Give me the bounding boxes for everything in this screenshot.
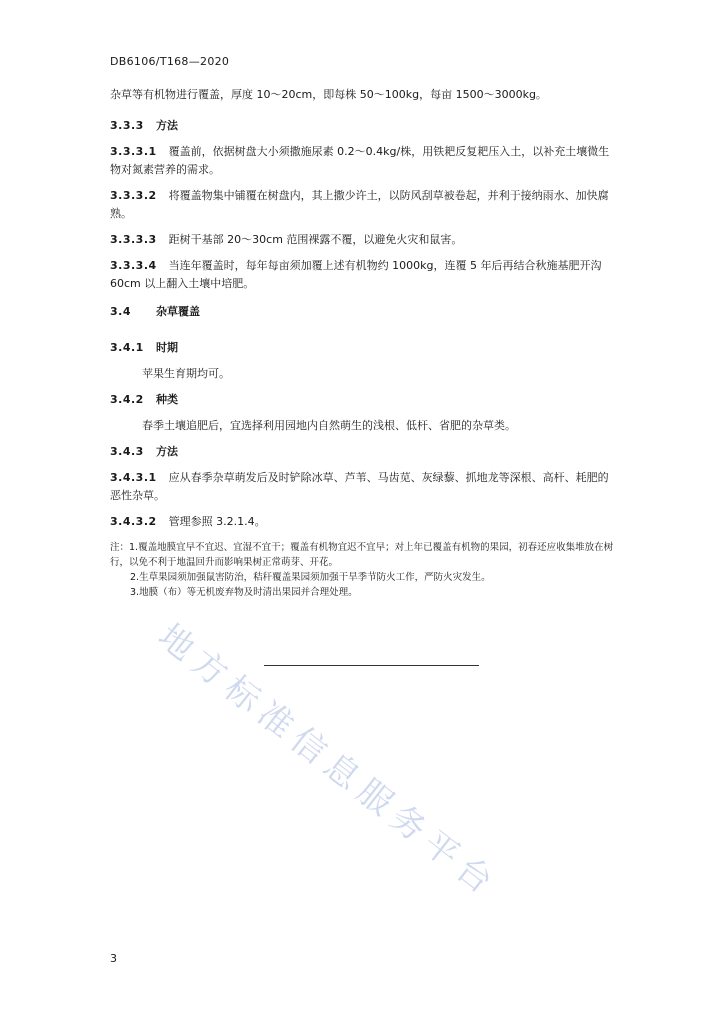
section-3-4-heading [110,303,610,321]
section-3-4-1-text: 苹果生育期均可。 [142,367,230,380]
continuation-paragraph: 杂草等有机物进行覆盖，厚度 10～20cm，即每株 50～100kg，每亩 1500～3000kg。 [110,88,547,101]
end-rule [264,665,479,666]
clause-3-3-3-2 [110,187,610,223]
section-3-4-2-text: 春季土壤追肥后，宜选择利用园地内自然萌生的浅根、低杆、省肥的杂草类。 [142,419,516,432]
note-3: 3.地膜（布）等无机废弃物及时清出果园并合理处理。 [130,587,358,598]
clause-number: 3.3.3.2 [110,189,157,202]
clause-3-3-3-4 [110,257,610,293]
clause-number: 3.4.3.1 [110,471,157,484]
section-number: 3.3.3 [110,119,144,132]
clause-text: 管理参照 3.2.1.4。 [168,515,266,528]
section-3-3-3-heading [110,117,610,135]
section-title: 方法 [156,119,178,132]
section-number: 3.4.2 [110,393,144,406]
notes-block [110,540,615,600]
page-number: 3 [110,952,117,965]
clause-3-3-3-1 [110,143,610,179]
section-3-4-1-heading [110,339,610,357]
watermark: 地方标准信息服务平台 [150,616,507,907]
clause-text: 应从春季杂草萌发后及时铲除冰草、芦苇、马齿苋、灰绿藜、抓地龙等深根、高杆、耗肥的恶性杂草。 [110,471,609,502]
section-title: 时期 [156,341,178,354]
clause-text: 将覆盖物集中铺覆在树盘内，其上撒少许土，以防风刮草被卷起，并利于接纳雨水、加快腐熟。 [110,189,609,220]
section-title: 种类 [156,393,178,406]
clause-3-4-3-2 [110,513,610,531]
clause-number: 3.4.3.2 [110,515,157,528]
clause-text: 距树干基部 20～30cm 范围裸露不覆，以避免火灾和鼠害。 [168,233,463,246]
clause-3-4-3-1 [110,469,610,505]
document-code: DB6106/T168—2020 [110,55,230,68]
clause-text: 当连年覆盖时，每年每亩须加覆上述有机物约 1000kg，连覆 5 年后再结合秋施基肥开沟 60cm 以上翻入土壤中培肥。 [110,259,602,290]
clause-number: 3.3.3.1 [110,145,157,158]
clause-text: 覆盖前，依据树盘大小须撒施尿素 0.2～0.4kg/株，用铁耙反复耙压入土，以补充土壤微生物对氮素营养的需求。 [110,145,610,176]
clause-number: 3.3.3.3 [110,233,157,246]
section-3-4-2-heading [110,391,610,409]
note-1: 注：1.覆盖地膜宜早不宜迟、宜湿不宜干；覆盖有机物宜迟不宜早；对上年已覆盖有机物的果园，初春还应收集堆放在树行，以免不利于地温回升而影响果树正常萌芽、开花。 [110,542,614,568]
document-body [110,86,610,539]
section-number: 3.4.1 [110,341,144,354]
clause-3-3-3-3 [110,231,610,249]
section-title: 方法 [156,445,178,458]
section-3-4-3-heading [110,443,610,461]
clause-number: 3.3.3.4 [110,259,157,272]
section-number: 3.4.3 [110,445,144,458]
note-2: 2.生草果园须加强鼠害防治，秸秆覆盖果园须加强干旱季节防火工作，严防火灾发生。 [130,572,491,583]
section-title: 杂草覆盖 [156,305,200,318]
section-number: 3.4 [110,305,131,318]
